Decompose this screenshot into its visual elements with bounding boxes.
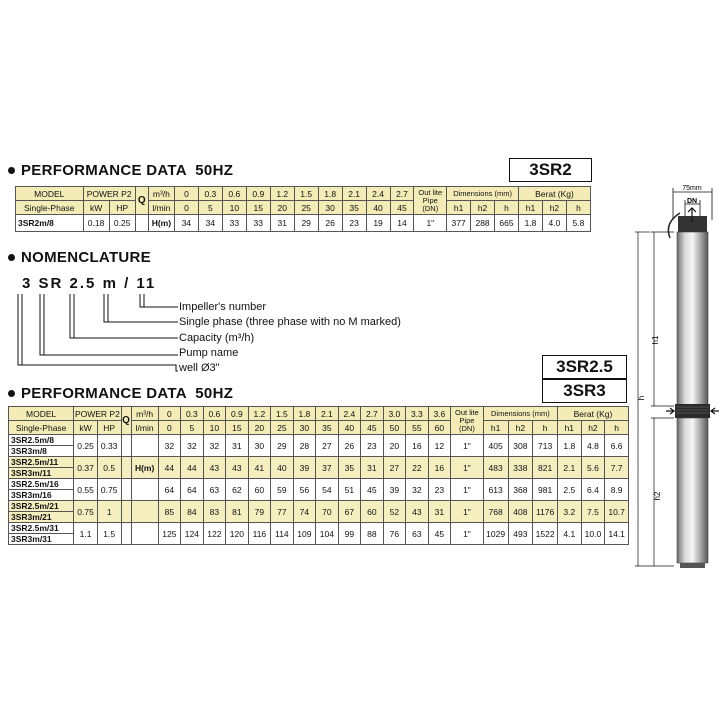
nomenclature-lines bbox=[0, 290, 200, 375]
col-weight: Berat (Kg) bbox=[558, 407, 629, 421]
table-row: 3SR2m/8 0.18 0.25 H(m) 34 34 33 33 31 29 26 23 19 14 1" 377 288 665 1.8 4.0 5.8 bbox=[16, 215, 591, 232]
col-dimensions: Dimensions (mm) bbox=[447, 187, 519, 201]
col-kw: kW bbox=[74, 421, 98, 435]
table-row: 3SR2.5m/31 1.1 1.5 125 124 122 120 116 114 109 104 99 88 76 63 45 1" 1029 493 1522 4.1 10.0 14.1 bbox=[9, 523, 629, 534]
table-row: 3SR3m/11 bbox=[9, 468, 629, 479]
performance-table-3sr2-5: MODEL POWER P2 Q m³/h 0 0.3 0.6 0.9 1.2 1.5 1.8 2.1 2.4 2.7 3.0 3.3 3.6 Out lite Pipe (DN) Dimensions (mm) Berat (Kg) Single-Phase kW HP l/min 0 5 10 15 20 25 30 35 40 45 50 55 60 h1 h2 h h1 h2 h 3SR2.5m/8 0.25 0.33 32 32 32 31 30 29 28 27 26 23 20 16 12 1" 405 308 713 1.8 4.8 6.6 3SR3m/8 3SR2.5m/11 0.37 0.5 H(m) 44 44 43 43 41 40 39 37 35 31 27 22 16 1" 483 338 821 2.1 5.6 7.7 3SR3m/11 3SR2.5m/16 0.55 0.75 64 64 63 62 60 59 56 54 51 45 39 32 23 1" 613 368 981 2.5 6.4 8.9 3SR3m/16 3SR2.5m/21 0.75 1 85 84 83 81 79 77 74 70 67 60 52 43 31 1" 768 408 1176 3.2 7.5 10.7 3SR3m/21 3SR2.5m/31 1.1 1.5 125 124 122 120 116 114 109 104 99 88 76 63 45 1" 1029 493 1522 4.1 10.0 14.1 3SR3m/31 bbox=[8, 406, 629, 545]
perf-heading-3sr2-5: PERFORMANCE DATA 50HZ bbox=[8, 385, 233, 402]
h-label: h bbox=[637, 395, 646, 401]
col-hp: HP bbox=[97, 421, 121, 435]
inlet-arrow-icon bbox=[666, 408, 674, 414]
col-power: POWER P2 bbox=[83, 187, 135, 201]
col-power: POWER P2 bbox=[74, 408, 120, 419]
table-row: 3SR2.5m/8 0.25 0.33 32 32 32 31 30 29 28 27 26 23 20 16 12 1" 405 308 713 1.8 4.8 6.6 bbox=[9, 435, 629, 446]
col-q: Q bbox=[121, 407, 131, 435]
inlet-arrow-icon bbox=[711, 408, 719, 414]
col-single-phase: Single-Phase bbox=[16, 201, 84, 215]
col-outlet-pipe: Out lite Pipe (DN) bbox=[451, 407, 484, 435]
bullet-icon bbox=[8, 254, 15, 261]
nomenclature-heading: NOMENCLATURE bbox=[8, 249, 151, 266]
pump-dimension-diagram bbox=[630, 178, 722, 573]
col-outlet-pipe: Out lite Pipe (DN) bbox=[414, 187, 447, 215]
h2-label: h2 bbox=[653, 491, 662, 501]
nomenclature-code: 3 SR 2.5 m / 11 bbox=[22, 275, 157, 292]
label-m3h: m³/h bbox=[148, 187, 174, 201]
perf-heading-3sr2: PERFORMANCE DATA 50HZ bbox=[8, 162, 233, 179]
pump-intake bbox=[675, 404, 710, 418]
col-q: Q bbox=[135, 187, 148, 215]
h1-label: h1 bbox=[651, 335, 660, 345]
label-pump-name: Pump name bbox=[179, 347, 239, 359]
h1-dimension bbox=[651, 232, 674, 406]
table-row: 3SR3m/31 bbox=[9, 534, 629, 545]
model-box-3sr2-5: 3SR2.5 bbox=[542, 355, 627, 379]
col-weight: Berat (Kg) bbox=[519, 187, 591, 201]
col-kw: kW bbox=[83, 201, 109, 215]
performance-table-3sr2: MODEL POWER P2 Q m³/h 0 0.3 0.6 0.9 1.2 1.5 1.8 2.1 2.4 2.7 Out lite Pipe (DN) Dimensions (mm) Berat (Kg) Single-Phase kW HP l/min 0 5 10 15 20 25 30 35 40 45 h1 h2 h h1 h2 h 3SR2m/8 0.18 0.25 H(m) 34 34 33 33 31 29 26 23 19 14 1" 377 288 665 1.8 4.0 5.8 bbox=[15, 186, 591, 232]
col-hp: HP bbox=[109, 201, 135, 215]
bullet-icon bbox=[8, 390, 15, 397]
label-single-phase: Single phase (three phase with no M marked) bbox=[179, 316, 401, 328]
label-impeller-number: Impeller's number bbox=[179, 301, 267, 313]
pump-motor bbox=[677, 418, 708, 563]
col-model: MODEL bbox=[9, 407, 74, 421]
col-model: MODEL bbox=[16, 187, 84, 201]
dn-label: DN bbox=[686, 198, 698, 205]
table-row: 3SR3m/16 bbox=[9, 490, 629, 501]
table-row: 3SR2.5m/21 0.75 1 85 84 83 81 79 77 74 70 67 60 52 43 31 1" 768 408 1176 3.2 7.5 10.7 bbox=[9, 501, 629, 512]
label-capacity: Capacity (m³/h) bbox=[179, 332, 255, 344]
bullet-icon bbox=[8, 167, 15, 174]
label-lmin: l/min bbox=[148, 201, 174, 215]
model-box-3sr2: 3SR2 bbox=[509, 158, 592, 182]
table-row: 3SR3m/8 bbox=[9, 446, 629, 457]
table-row: 3SR2.5m/11 0.37 0.5 H(m) 44 44 43 43 41 40 39 37 35 31 27 22 16 1" 483 338 821 2.1 5.6 7.7 bbox=[9, 457, 629, 468]
col-dimensions: Dimensions (mm) bbox=[483, 407, 557, 421]
label-m3h: m³/h bbox=[131, 407, 158, 421]
pump-upper-body bbox=[677, 232, 708, 408]
label-lmin: l/min bbox=[131, 421, 158, 435]
model-box-3sr3: 3SR3 bbox=[542, 379, 627, 403]
label-well: well Ø3" bbox=[179, 362, 220, 374]
table-row: 3SR2.5m/16 0.55 0.75 64 64 63 62 60 59 56 54 51 45 39 32 23 1" 613 368 981 2.5 6.4 8.9 bbox=[9, 479, 629, 490]
col-single-phase: Single-Phase bbox=[9, 421, 74, 435]
width-label: 75mm bbox=[682, 185, 702, 192]
table-row: 3SR3m/21 bbox=[9, 512, 629, 523]
